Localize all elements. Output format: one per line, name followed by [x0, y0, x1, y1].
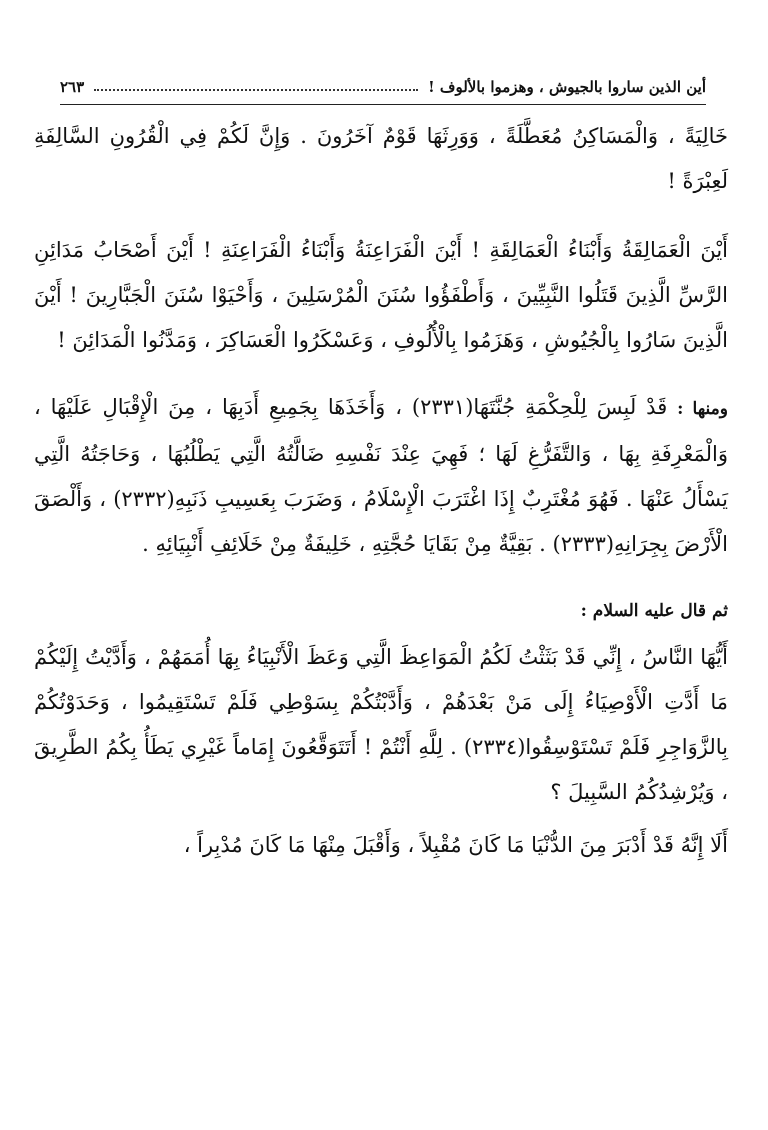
- paragraph-1: خَالِيَةً ، وَالْمَسَاكِنُ مُعَطَّلَةً ، وَوَرِثَهَا قَوْمٌ آخَرُونَ . وَإِنَّ لَكُمْ فِي الْقُرُونِ السَّالِفَةِ لَعِبْرَةً !: [34, 124, 728, 193]
- paragraph-3: [34, 385, 728, 567]
- header-rule: [60, 104, 706, 105]
- dotted-leader: [94, 89, 418, 91]
- paragraph-3-text: قَدْ لَبِسَ لِلْحِكْمَةِ جُنَّتَهَا(٢٣٣١) ، وَأَخَذَهَا بِجَمِيعِ أَدَبِهَا ، مِنَ الْإِقْبَالِ عَلَيْهَا ، وَالْمَعْرِفَةِ بِهَا ، وَالتَّفَرُّغِ لَهَا ؛ فَهِيَ عِنْدَ نَفْسِهِ ضَالَّتُهُ الَّتِي يَطْلُبُهَا ، وَحَاجَتُهُ الَّتِي يَسْأَلُ عَنْهَا . فَهُوَ مُغْتَرِبٌ إِذَا اغْتَرَبَ الْإِسْلَامُ ، وَضَرَبَ بِعَسِيبِ ذَنَبِهِ(٢٣٣٢) ، وَأَلْصَقَ الْأَرْضَ بِجِرَانِهِ(٢٣٣٣) . بَقِيَّةٌ مِنْ بَقَايَا حُجَّتِهِ ، خَلِيفَةٌ مِنْ خَلَائِفِ أَنْبِيَائِهِ .: [34, 395, 728, 556]
- running-title: أين الذين ساروا بالجيوش ، وهزموا بالألوف !: [428, 78, 706, 96]
- section-heading: ثم قال عليه السلام :: [580, 601, 728, 621]
- paragraph-4: أَيُّهَا النَّاسُ ، إِنِّي قَدْ بَثَثْتُ لَكُمُ الْمَوَاعِظَ الَّتِي وَعَظَ الْأَنْبِيَاءُ بِهَا أُمَمَهُمْ ، وَأَدَّيْتُ إِلَيْكُمْ مَا أَدَّتِ الْأَوْصِيَاءُ إِلَى مَنْ بَعْدَهُمْ ، وَأَدَّبْتُكُمْ بِسَوْطِي فَلَمْ تَسْتَقِيمُوا ، وَحَدَوْتُكُمْ بِالزَّوَاجِرِ فَلَمْ تَسْتَوْسِقُوا(٢٣٣٤) . لِلَّهِ أَنْتُمْ ! أَتَتَوَقَّعُونَ إِمَاماً غَيْرِي يَطَأُ بِكُمُ الطَّرِيقَ ، وَيُرْشِدُكُمُ السَّبِيلَ ؟: [34, 645, 729, 804]
- section-lead: ومنها :: [677, 399, 728, 419]
- paragraph-5: أَلَا إِنَّهُ قَدْ أَدْبَرَ مِنَ الدُّنْيَا مَا كَانَ مُقْبِلاً ، وَأَقْبَلَ مِنْهَا مَا كَانَ مُدْبِراً ،: [183, 833, 728, 857]
- running-header: [60, 72, 706, 102]
- page-number: ٢٦٣: [60, 78, 85, 96]
- paragraph-2: أَيْنَ الْعَمَالِقَةُ وَأَبْنَاءُ الْعَمَالِقَةِ ! أَيْنَ الْفَرَاعِنَةُ وَأَبْنَاءُ الْفَرَاعِنَةِ ! أَيْنَ أَصْحَابُ مَدَائِنِ الرَّسِّ الَّذِينَ قَتَلُوا النَّبِيِّينَ ، وَأَطْفَؤُوا سُنَنَ الْمُرْسَلِينَ ، وَأَحْيَوْا سُنَنَ الْجَبَّارِينَ ! أَيْنَ الَّذِينَ سَارُوا بِالْجُيُوشِ ، وَهَزَمُوا بِالْأُلُوفِ ، وَعَسْكَرُوا الْعَسَاكِرَ ، وَمَدَّنُوا الْمَدَائِنَ !: [34, 238, 728, 352]
- page-body: [34, 114, 728, 868]
